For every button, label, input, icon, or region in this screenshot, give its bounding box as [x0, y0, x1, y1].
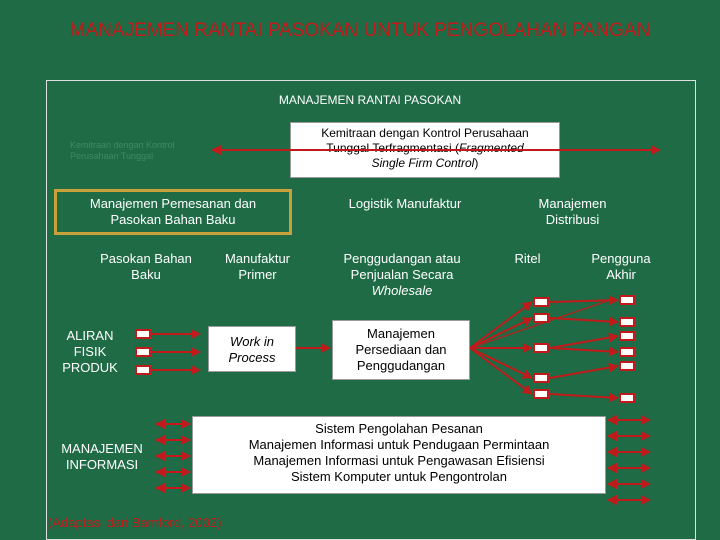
wip-text: Work in Process — [228, 334, 276, 365]
persediaan-box: Manajemen Persediaan dan Penggudangan — [332, 320, 470, 380]
penggudangan-plain: Penggudangan atau Penjualan Secara — [343, 251, 461, 282]
manufaktur-label: Manufaktur Primer — [224, 251, 291, 282]
kemitraan-line3 — [291, 156, 559, 171]
header-label: MANAJEMEN RANTAI PASOKAN — [278, 93, 462, 107]
wip-box — [208, 326, 296, 372]
kemitraan-line3-italic: Single Firm Control — [371, 156, 475, 170]
kemitraan-box — [290, 122, 560, 178]
source-citation: (Adaptasi dari Bamford, 2002) — [48, 515, 222, 530]
penggudangan-italic: Wholesale — [371, 283, 433, 298]
ritel-label: Ritel — [514, 251, 541, 266]
penggudangan-label — [322, 251, 482, 299]
pengguna-label: Pengguna Akhir — [591, 251, 651, 282]
faint-kemitraan-text: Kemitraan dengan Kontrol Perusahaan Tunggal — [70, 140, 175, 161]
distribusi-label: Manajemen Distribusi — [538, 196, 607, 227]
info-line-3: Manajemen Informasi untuk Pengawasan Efisiensi — [253, 453, 545, 468]
kemitraan-line3-end: ) — [474, 156, 479, 170]
kemitraan-line1: Kemitraan dengan Kontrol Perusahaan — [321, 126, 529, 140]
kemitraan-line2-italic: Fragmented — [459, 141, 524, 155]
pasokan-label: Pasokan Bahan Baku — [100, 251, 192, 282]
logistik-label: Logistik Manufaktur — [348, 196, 462, 211]
aliran-fisik-label: ALIRAN FISIK PRODUK — [62, 328, 118, 375]
info-systems-box — [192, 416, 606, 494]
kemitraan-line2-plain: Tunggal Terfragmentasi ( — [326, 141, 460, 155]
kemitraan-line2 — [291, 141, 559, 156]
manajemen-informasi-label: MANAJEMEN INFORMASI — [61, 441, 143, 472]
info-line-2: Manajemen Informasi untuk Pendugaan Permintaan — [248, 437, 550, 452]
slide-title: MANAJEMEN RANTAI PASOKAN UNTUK PENGOLAHAN PANGAN — [69, 20, 651, 41]
pemesanan-box: Manajemen Pemesanan dan Pasokan Bahan Baku — [54, 189, 292, 235]
info-line-4: Sistem Komputer untuk Pengontrolan — [290, 469, 508, 484]
info-line-1: Sistem Pengolahan Pesanan — [315, 421, 483, 436]
